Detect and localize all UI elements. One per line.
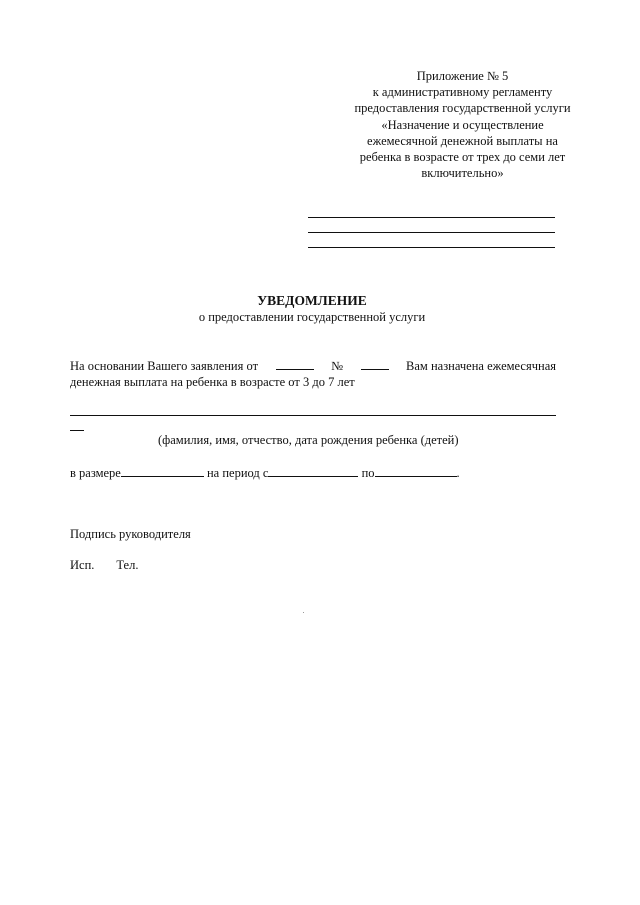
recipient-fields (308, 213, 555, 248)
period-start-blank (268, 465, 358, 477)
appendix-header (330, 68, 595, 181)
application-date-blank (276, 358, 314, 370)
executor-line (70, 558, 138, 573)
notice-title: УВЕДОМЛЕНИЕ (257, 293, 367, 308)
child-field-caption: (фамилия, имя, отчество, дата рождения ребенка (детей) (158, 433, 459, 447)
appendix-line: «Назначение и осуществление (381, 117, 544, 132)
appendix-line: включительно» (421, 166, 504, 181)
application-number-blank (361, 358, 389, 370)
appendix-number: Приложение № 5 (416, 69, 509, 83)
period-end-dot: . (456, 466, 460, 480)
child-name-line (70, 415, 556, 416)
appendix-line: к административному регламенту (372, 85, 553, 100)
recipient-line (308, 218, 555, 233)
appendix-line: предоставления государственной услуги (354, 101, 571, 116)
period-start-label: на период с (206, 466, 269, 480)
executor-label: Исп. (70, 558, 95, 572)
amount-blank (121, 465, 204, 477)
recipient-line (308, 233, 555, 248)
phone-label: Тел. (116, 558, 139, 572)
notice-body (70, 358, 556, 390)
body-line-2: денежная выплата на ребенка в возрасте от 3 до 7 лет (70, 375, 355, 389)
period-end-label: по (361, 466, 375, 480)
notice-heading (0, 293, 624, 325)
application-date-label: На основании Вашего заявления от (70, 359, 259, 373)
child-name-line-continuation (70, 430, 84, 431)
signature-label: Подпись руководителя (70, 527, 191, 541)
notice-subtitle: о предоставлении государственной услуги (198, 310, 426, 324)
scan-speck (303, 612, 304, 613)
application-number-label: № (331, 359, 344, 373)
amount-period-line (70, 465, 460, 481)
appendix-line: ребенка в возрасте от трех до семи лет (359, 150, 566, 165)
body-line-1 (70, 358, 556, 374)
appendix-line: ежемесячной денежной выплаты на (367, 133, 558, 148)
period-end-blank (375, 465, 457, 477)
amount-label: в размере (70, 466, 121, 480)
assignment-text: Вам назначена ежемесячная (406, 359, 556, 373)
